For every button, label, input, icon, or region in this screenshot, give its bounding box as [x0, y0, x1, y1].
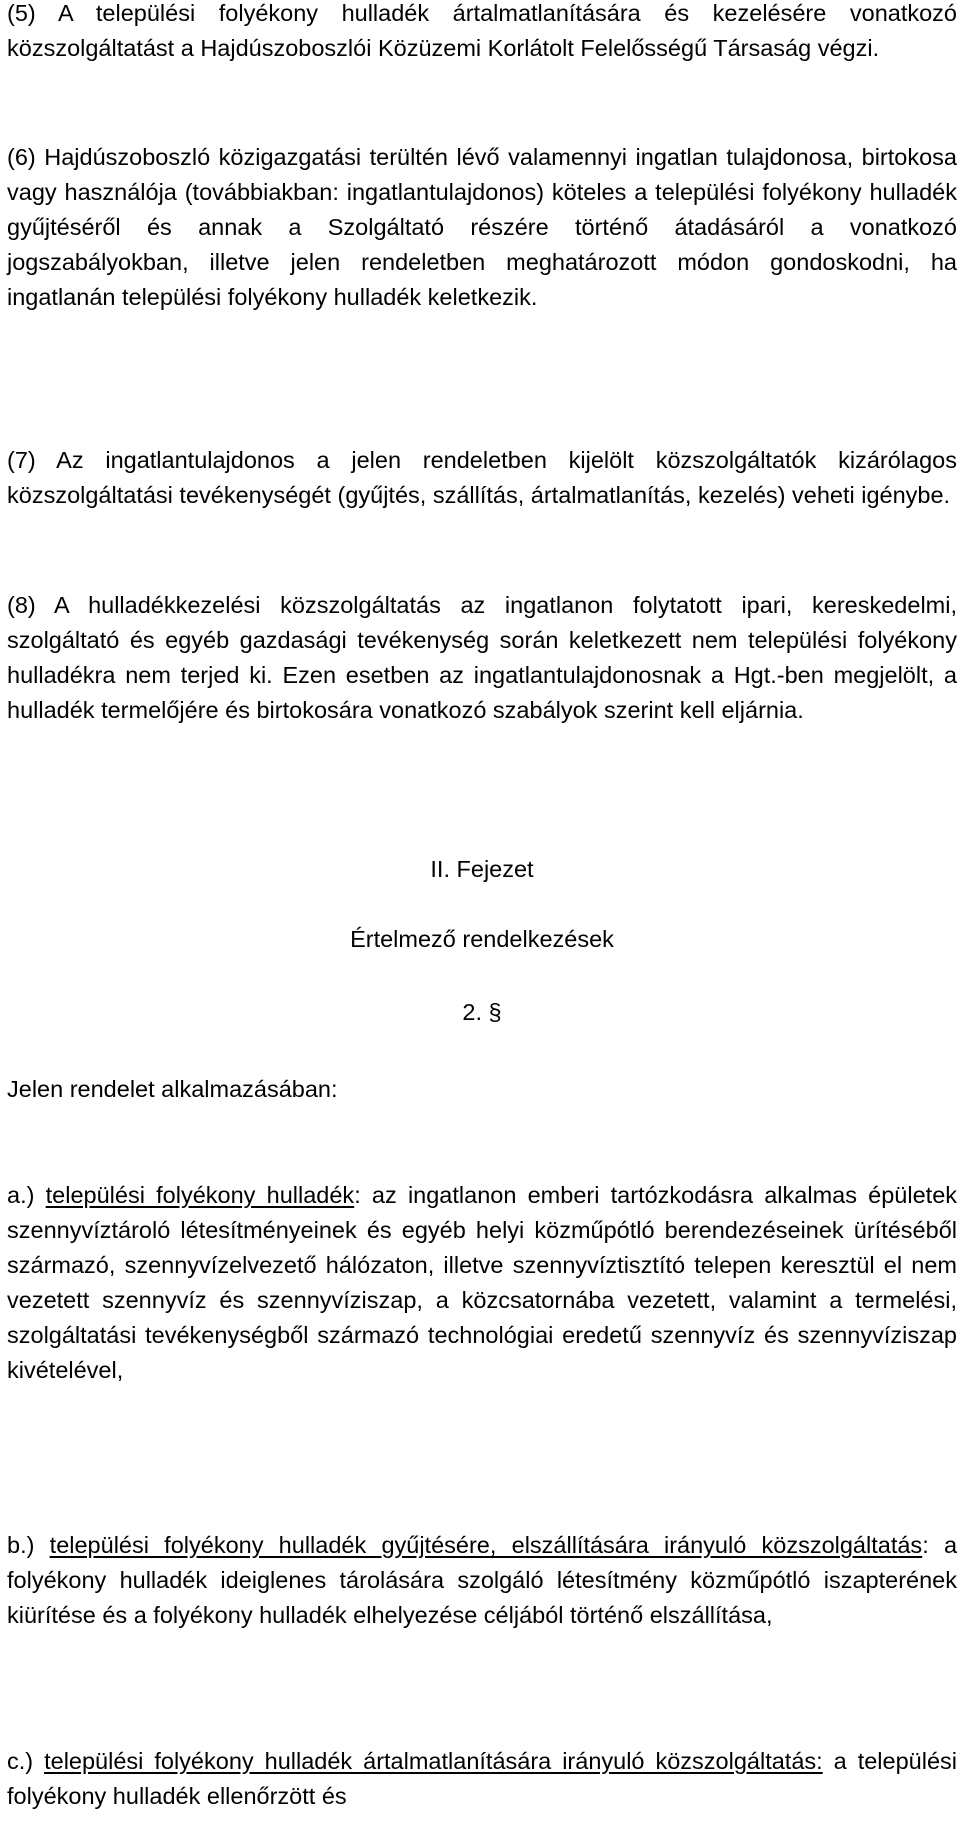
definition-a	[7, 1178, 957, 1388]
chapter-number: II. Fejezet	[430, 856, 534, 882]
paragraph-6: (6) Hajdúszoboszló közigazgatási terültén lévő valamennyi ingatlan tulajdonosa, birtokosa vagy használója (továbbiakban: ingatlantulajdonos) köteles a települési folyékony hulladék gyűjtéséről és annak a Szolgáltató részére történő átadásáról a vonatkozó jogszabályokban, illetve jelen rendeletben meghatározott módon gondoskodni, ha ingatlanán települési folyékony hulladék keletkezik.	[7, 144, 957, 310]
definition-c-marker: c.)	[7, 1748, 34, 1774]
definition-a-marker: a.)	[7, 1182, 35, 1208]
paragraph-7: (7) Az ingatlantulajdonos a jelen rendeletben kijelölt közszolgáltatók kizárólagos közszolgáltatási tevékenységét (gyűjtés, szállítás, ártalmatlanítás, kezelés) veheti igénybe.	[7, 447, 957, 508]
chapter-title: Értelmező rendelkezések	[350, 926, 614, 952]
definition-a-body: : az ingatlanon emberi tartózkodásra alkalmas épületek szennyvíztároló létesítményeinek és egyéb helyi közműpótló berendezéseinek ürítéséből származó, szennyvízelvezető hálózaton, illetve szennyvíztisztító telepen keresztül el nem vezetett szennyvíz és szennyvíziszap, a közcsatornába vezetett, valamint a termelési, szolgáltatási tevékenységből származó technológiai eredetű szennyvíz és szennyvíziszap kivételével,	[7, 1182, 958, 1383]
section-number: 2. §	[462, 999, 502, 1025]
definition-c-body: a települési folyékony hulladék ellenőrzött és	[7, 1748, 958, 1809]
paragraph-5: (5) A települési folyékony hulladék ártalmatlanítására és kezelésére vonatkozó közszolgáltatást a Hajdúszoboszlói Közüzemi Korlátolt Felelősségű Társaság végzi.	[7, 0, 957, 61]
definition-b-body: : a folyékony hulladék ideiglenes tárolására szolgáló létesítmény közműpótló iszapterének kiürítése és a folyékony hulladék elhelyezése céljából történő elszállítása,	[7, 1532, 958, 1628]
definition-a-term: települési folyékony hulladék	[45, 1182, 355, 1208]
definition-c	[7, 1744, 957, 1814]
paragraph-8: (8) A hulladékkezelési közszolgáltatás az ingatlanon folytatott ipari, kereskedelmi, szolgáltató és egyéb gazdasági tevékenység során keletkezett nem települési folyékony hulladékra nem terjed ki. Ezen esetben az ingatlantulajdonosnak a Hgt.-ben megjelölt, a hulladék termelőjére és birtokosára vonatkozó szabályok szerint kell eljárnia.	[7, 592, 957, 723]
definition-b	[7, 1528, 957, 1633]
definition-b-marker: b.)	[7, 1532, 35, 1558]
definition-b-term: települési folyékony hulladék gyűjtésére, elszállítására irányuló közszolgáltatás	[49, 1532, 923, 1558]
definitions-intro: Jelen rendelet alkalmazásában:	[7, 1076, 338, 1102]
definition-c-term: települési folyékony hulladék ártalmatlanítására irányuló közszolgáltatás:	[44, 1748, 823, 1774]
